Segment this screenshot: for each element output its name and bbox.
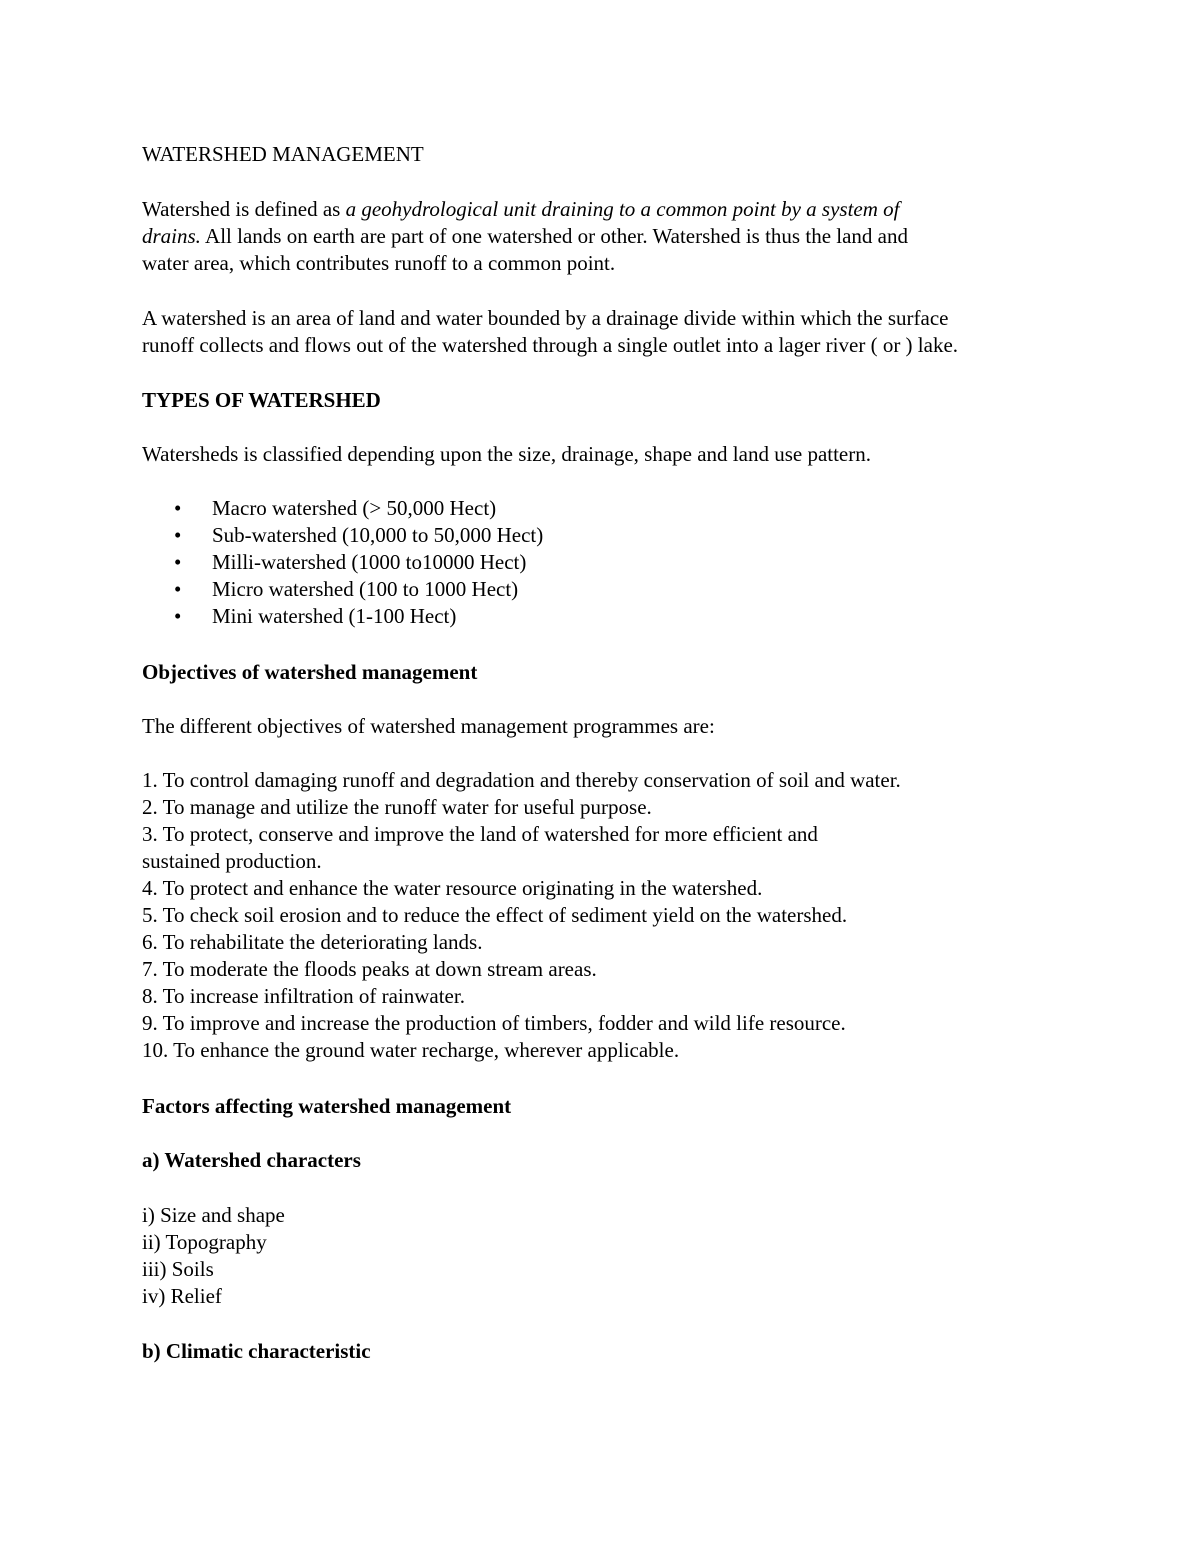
list-item-text: Mini watershed (1-100 Hect): [212, 604, 457, 628]
document-title: WATERSHED MANAGEMENT: [142, 142, 424, 166]
watershed-area-paragraph: [142, 305, 1102, 359]
watershed-types-list: [142, 495, 1042, 630]
objective-item: 5. To check soil erosion and to reduce the effect of sediment yield on the watershed.: [142, 903, 848, 927]
character-item: ii) Topography: [142, 1230, 267, 1254]
intro-line-2: [142, 223, 1102, 250]
watershed-definition-italic: a geohydrological unit draining to a common point by a system of: [345, 197, 900, 221]
para2-line-2: runoff collects and flows out of the watershed through a single outlet into a lager river ( or ) lake.: [142, 333, 959, 357]
objective-item: 9. To improve and increase the production of timbers, fodder and wild life resource.: [142, 1011, 846, 1035]
bullet-icon: •: [174, 496, 182, 520]
bullet-icon: •: [174, 604, 182, 628]
objective-item: 8. To increase infiltration of rainwater.: [142, 984, 465, 1008]
intro-line-1: [142, 196, 1102, 223]
objective-item: 1. To control damaging runoff and degradation and thereby conservation of soil and water.: [142, 768, 901, 792]
drains-italic: drains.: [142, 224, 201, 248]
intro-line-3: water area, which contributes runoff to a common point.: [142, 251, 616, 275]
character-item: iii) Soils: [142, 1257, 214, 1281]
climatic-heading: b) Climatic characteristic: [142, 1339, 371, 1363]
types-intro: Watersheds is classified depending upon the size, drainage, shape and land use pattern.: [142, 442, 871, 466]
list-item-text: Macro watershed (> 50,000 Hect): [212, 496, 497, 520]
list-item: [142, 522, 1042, 549]
objective-item: 3. To protect, conserve and improve the land of watershed for more efficient and: [142, 822, 818, 846]
list-item-text: Milli-watershed (1000 to10000 Hect): [212, 550, 527, 574]
factors-heading: Factors affecting watershed management: [142, 1094, 512, 1118]
list-item: [142, 495, 1042, 522]
list-item-text: Micro watershed (100 to 1000 Hect): [212, 577, 519, 601]
watershed-characters-list: [142, 1202, 1102, 1310]
objectives-intro: The different objectives of watershed management programmes are:: [142, 714, 715, 738]
intro-paragraph: [142, 196, 1102, 277]
objective-item: 10. To enhance the ground water recharge, wherever applicable.: [142, 1038, 680, 1062]
list-item: [142, 603, 1042, 630]
objectives-heading: Objectives of watershed management: [142, 660, 478, 684]
list-item: [142, 549, 1042, 576]
list-item: [142, 576, 1042, 603]
types-heading: TYPES OF WATERSHED: [142, 388, 381, 412]
objective-item: sustained production.: [142, 849, 322, 873]
intro-line-2-rest: All lands on earth are part of one watershed or other. Watershed is thus the land and: [200, 224, 908, 248]
objective-item: 6. To rehabilitate the deteriorating lands.: [142, 930, 483, 954]
list-item-text: Sub-watershed (10,000 to 50,000 Hect): [212, 523, 544, 547]
objective-item: 2. To manage and utilize the runoff water for useful purpose.: [142, 795, 652, 819]
objectives-list: [142, 767, 1102, 1064]
bullet-icon: •: [174, 577, 182, 601]
character-item: iv) Relief: [142, 1284, 222, 1308]
intro-line-1-prefix: Watershed is defined as: [142, 197, 346, 221]
objective-item: 4. To protect and enhance the water resource originating in the watershed.: [142, 876, 763, 900]
bullet-icon: •: [174, 550, 182, 574]
para2-line-1: A watershed is an area of land and water bounded by a drainage divide within which the surface: [142, 306, 949, 330]
character-item: i) Size and shape: [142, 1203, 285, 1227]
objective-item: 7. To moderate the floods peaks at down stream areas.: [142, 957, 597, 981]
bullet-icon: •: [174, 523, 182, 547]
watershed-characters-heading: a) Watershed characters: [142, 1148, 361, 1172]
